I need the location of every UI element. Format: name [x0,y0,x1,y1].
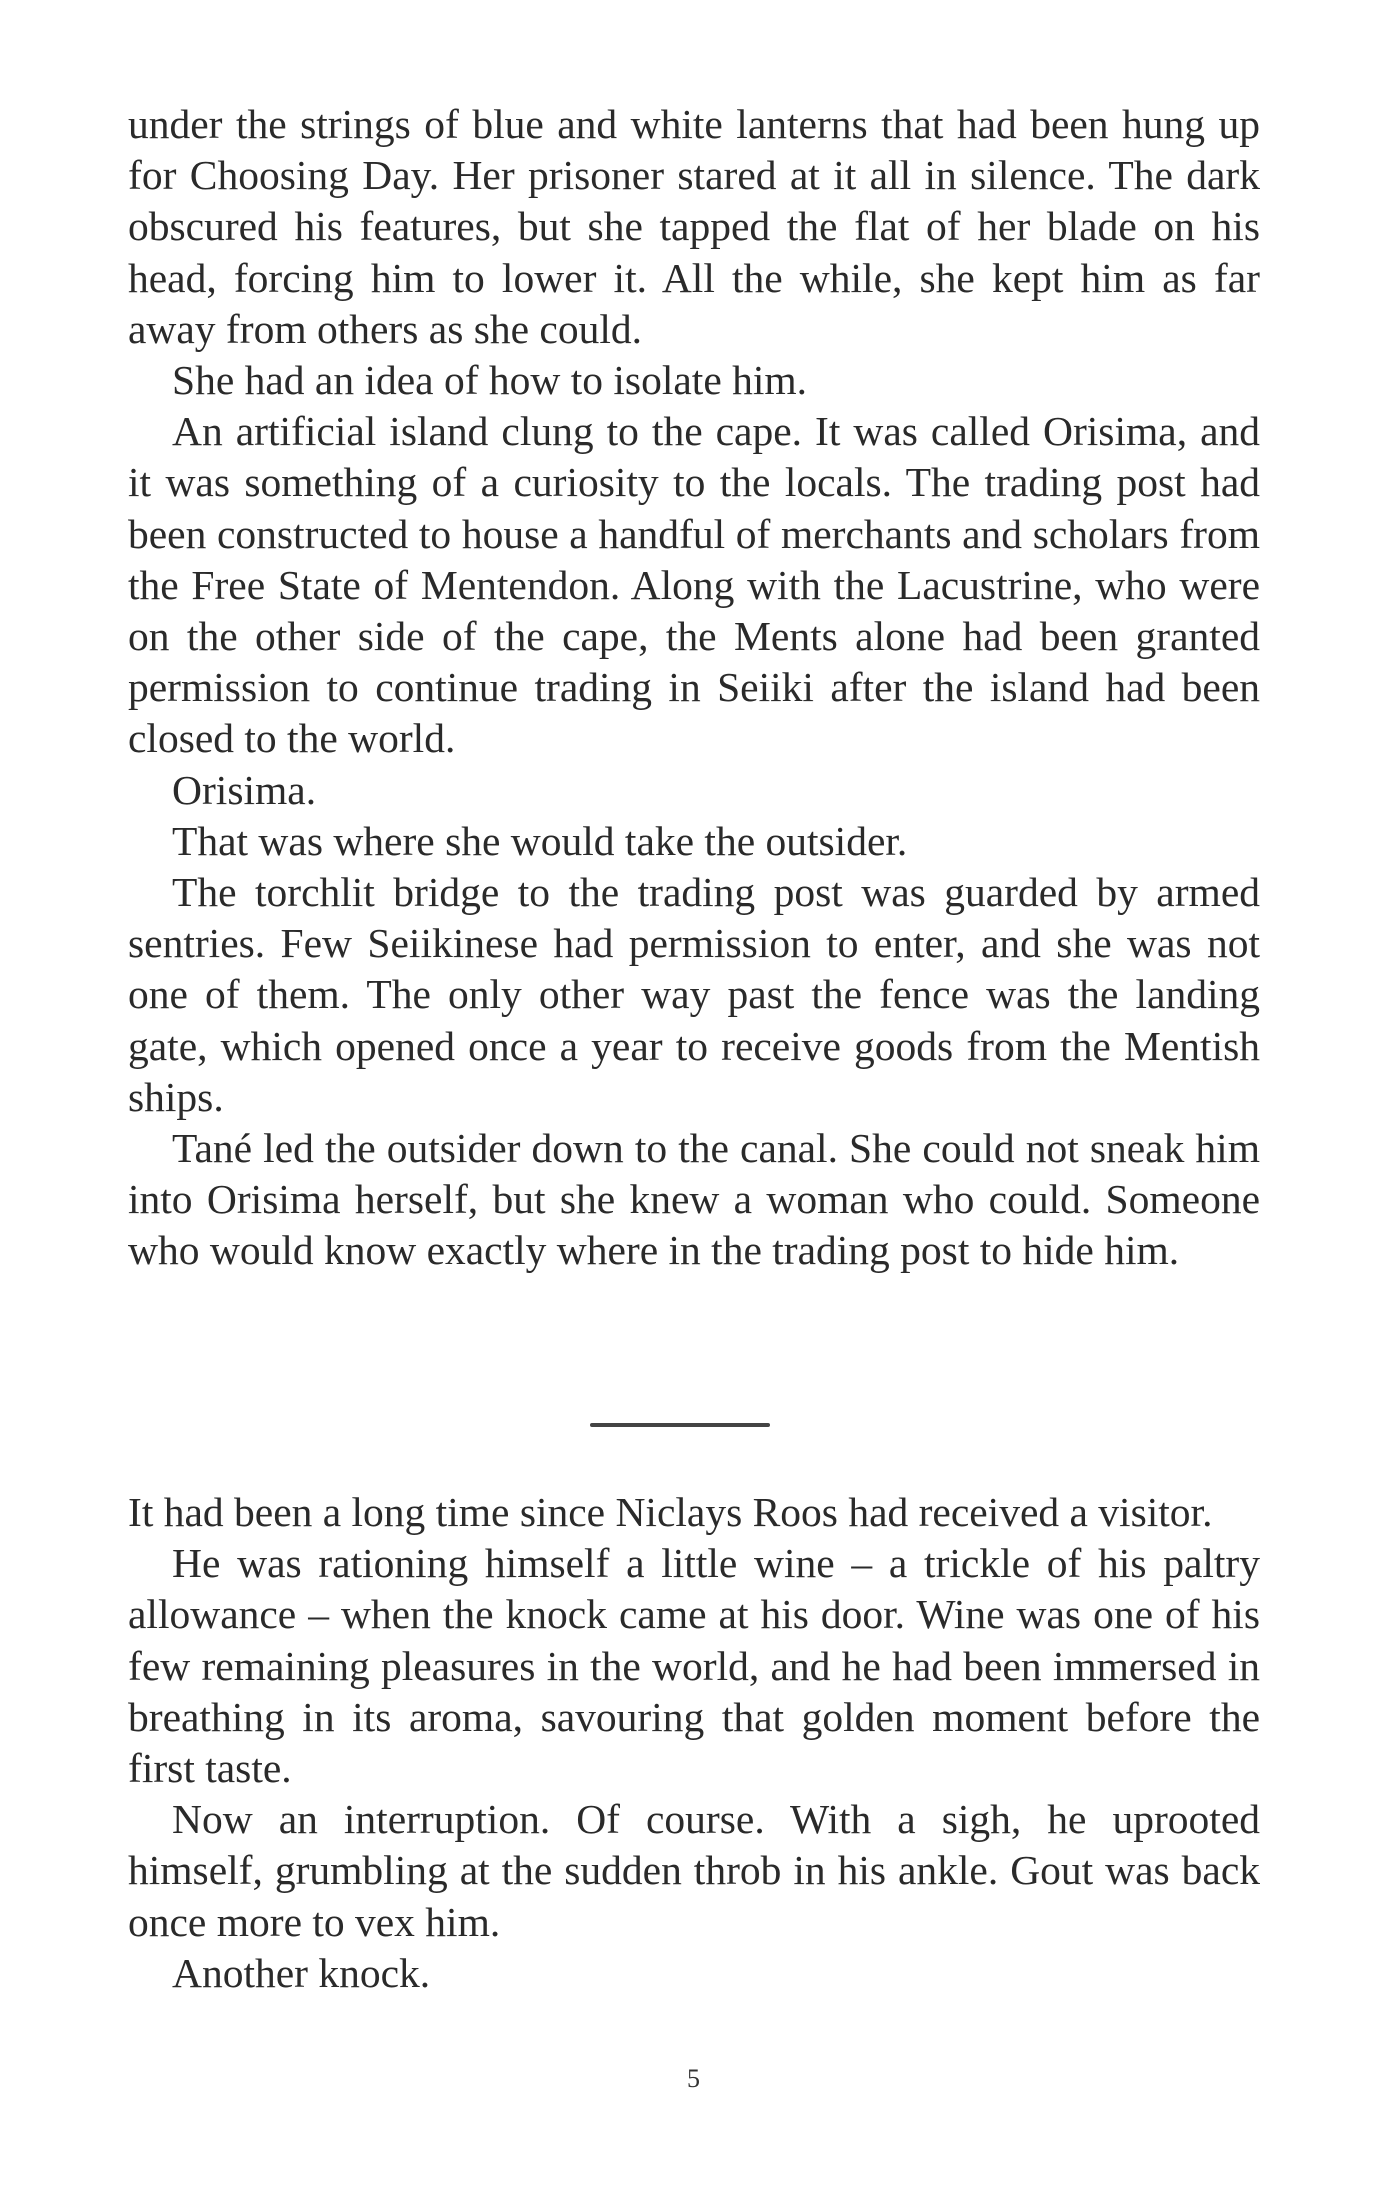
paragraph: She had an idea of how to isolate him. [172,357,808,404]
paragraph: That was where she would take the outsider. [172,817,908,864]
paragraph: An artificial island clung to the cape. It was called Orisima, and it was something of a curiosity to the locals. The trading post had been constructed to house a handful of merchants and scholars from the Free State of Mentendon. Along with the Lacustrine, who were on the other side of the cape, the Ments alone had been granted permission to continue trading in Seiiki after the island had been closed to the world. [128,408,1260,762]
paragraph: Now an interruption. Of course. With a sigh, he uprooted himself, grumbling at the sudden throb in his ankle. Gout was back once more to vex him. [128,1796,1260,1945]
paragraph: The torchlit bridge to the trading post was guarded by armed sentries. Few Seiikinese had permission to enter, and she was not one of them. The only other way past the fence was the landing gate, which opened once a year to receive goods from the Mentish ships. [128,869,1260,1120]
paragraph: under the strings of blue and white lanterns that had been hung up for Choosing Day. Her prisoner stared at it all in silence. The dark obscured his features, but she tapped the flat of her blade on his head, forcing him to lower it. All the while, she kept him as far away from others as she could. [128,101,1260,352]
section-two [128,1487,1260,1999]
paragraph: It had been a long time since Niclays Roos had received a visitor. [128,1489,1213,1535]
paragraph: Orisima. [172,766,317,813]
paragraph: He was rationing himself a little wine – a trickle of his paltry allowance – when the knock came at his door. Wine was one of his few remaining pleasures in the world, and he had been immersed in breathing in its aroma, savouring that golden moment before the first taste. [128,1540,1260,1792]
section-divider [590,1423,770,1427]
paragraph: Tané led the outsider down to the canal. She could not sneak him into Orisima herself, but she knew a woman who could. Someone who would know exactly where in the trading post to hide him. [128,1125,1260,1274]
section-one [128,99,1260,1277]
page-number: 5 [687,2064,700,2093]
paragraph: Another knock. [172,1949,431,1996]
